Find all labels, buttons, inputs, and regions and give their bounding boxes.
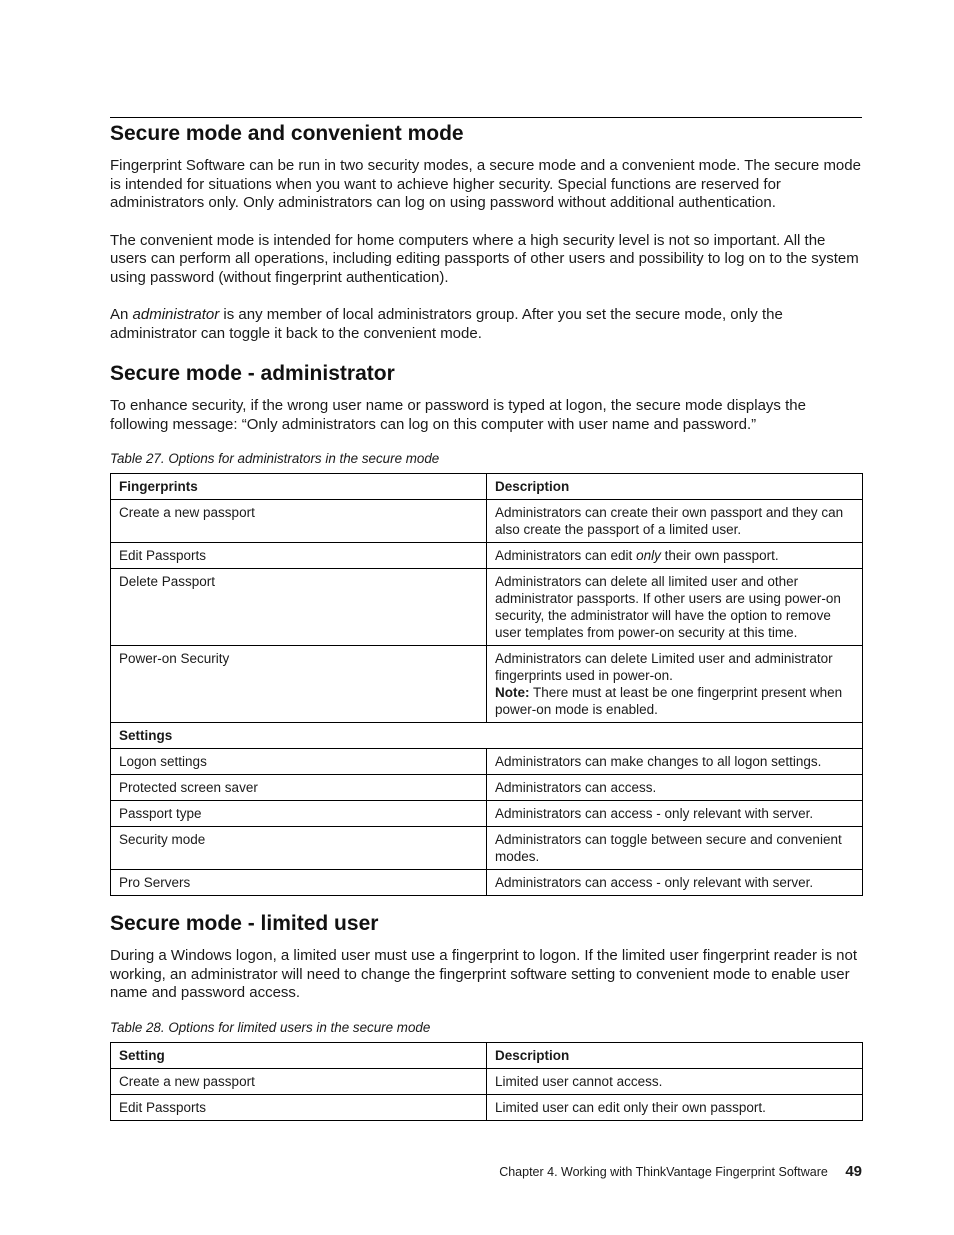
note-text: There must at least be one fingerprint present when power-on mode is enabled. <box>495 685 843 717</box>
table-header-row <box>111 1043 863 1069</box>
admin-options-table <box>110 473 863 896</box>
table-row <box>111 543 863 569</box>
table-cell: Passport type <box>111 801 487 827</box>
table-cell: Create a new passport <box>111 1069 487 1095</box>
table-cell: Limited user can edit only their own passport. <box>487 1095 863 1121</box>
table-cell: Create a new passport <box>111 500 487 543</box>
emphasis: administrator <box>132 306 220 324</box>
table-subheader-row <box>111 723 863 749</box>
table-row <box>111 646 863 723</box>
table-cell: Administrators can create their own passport and they can also create the passport of a limited user. <box>487 500 863 543</box>
top-rule <box>110 117 862 118</box>
page-number: 49 <box>845 1163 862 1180</box>
table-row <box>111 569 863 646</box>
section-heading: Secure mode - administrator <box>110 362 395 385</box>
table-cell: Administrators can access. <box>487 775 863 801</box>
table-cell: Power-on Security <box>111 646 487 723</box>
table-row <box>111 775 863 801</box>
paragraph: During a Windows logon, a limited user must use a fingerprint to logon. If the limited user fingerprint reader is not working, an administrator will need to change the fingerprint software setting to convenient mode to enable user name and password access. <box>110 947 858 1002</box>
limited-user-options-table <box>110 1042 863 1121</box>
table-cell: Security mode <box>111 827 487 870</box>
text: An <box>110 306 133 324</box>
table-cell <box>487 543 863 569</box>
table-cell: Limited user cannot access. <box>487 1069 863 1095</box>
column-header: Fingerprints <box>111 474 487 500</box>
table-row <box>111 827 863 870</box>
page-footer <box>499 1163 862 1180</box>
table-cell: Edit Passports <box>111 1095 487 1121</box>
table-cell: Protected screen saver <box>111 775 487 801</box>
settings-subheader: Settings <box>111 723 863 749</box>
table-caption: Table 28. Options for limited users in the secure mode <box>110 1020 431 1035</box>
text: Administrators can delete Limited user and administrator fingerprints used in power-on. <box>495 651 833 683</box>
table-row <box>111 500 863 543</box>
paragraph: Fingerprint Software can be run in two security modes, a secure mode and a convenient mode. The secure mode is intended for situations when you want to achieve higher security. Special functions are reserved for administrators only. Only administrators can log on using password without additional authentication. <box>110 157 861 212</box>
table-row <box>111 1069 863 1095</box>
section-secure-limited-user <box>110 911 862 1003</box>
table-cell: Administrators can toggle between secure and convenient modes. <box>487 827 863 870</box>
table-cell: Logon settings <box>111 749 487 775</box>
table-cell: Administrators can make changes to all logon settings. <box>487 749 863 775</box>
text: is any member of local administrators group. After you set the secure mode, only the administrator can toggle it back to the convenient mode. <box>110 306 783 342</box>
note-label: Note: <box>495 685 530 700</box>
table-cell: Edit Passports <box>111 543 487 569</box>
chapter-title: Chapter 4. Working with ThinkVantage Fingerprint Software <box>499 1165 828 1179</box>
column-header: Description <box>487 474 863 500</box>
column-header: Setting <box>111 1043 487 1069</box>
table-cell: Pro Servers <box>111 870 487 896</box>
emphasis: only <box>636 548 661 563</box>
section-secure-administrator <box>110 361 862 434</box>
paragraph: To enhance security, if the wrong user name or password is typed at logon, the secure mode displays the following message: “Only administrators can log on this computer with user name and password.” <box>110 397 806 433</box>
table-cell: Administrators can access - only relevant with server. <box>487 801 863 827</box>
section-heading: Secure mode and convenient mode <box>110 122 464 145</box>
paragraph <box>110 306 862 343</box>
text: Administrators can edit <box>495 548 637 563</box>
table-caption: Table 27. Options for administrators in the secure mode <box>110 451 440 466</box>
table-row <box>111 749 863 775</box>
paragraph: The convenient mode is intended for home computers where a high security level is not so important. All the users can perform all operations, including editing passports of other users and possibility to log on to the system using password (without fingerprint authentication). <box>110 231 859 287</box>
column-header: Description <box>487 1043 863 1069</box>
text: their own passport. <box>660 548 779 563</box>
table-cell: Delete Passport <box>111 569 487 646</box>
table-header-row <box>111 474 863 500</box>
section-secure-convenient <box>110 121 862 344</box>
table-cell <box>487 646 863 723</box>
table-cell: Administrators can delete all limited user and other administrator passports. If other users are using power-on security, the administrator will have the option to remove user templates from power-on security at this time. <box>487 569 863 646</box>
table-row <box>111 870 863 896</box>
section-heading: Secure mode - limited user <box>110 912 379 935</box>
table-row <box>111 1095 863 1121</box>
table-cell: Administrators can access - only relevant with server. <box>487 870 863 896</box>
table-row <box>111 801 863 827</box>
